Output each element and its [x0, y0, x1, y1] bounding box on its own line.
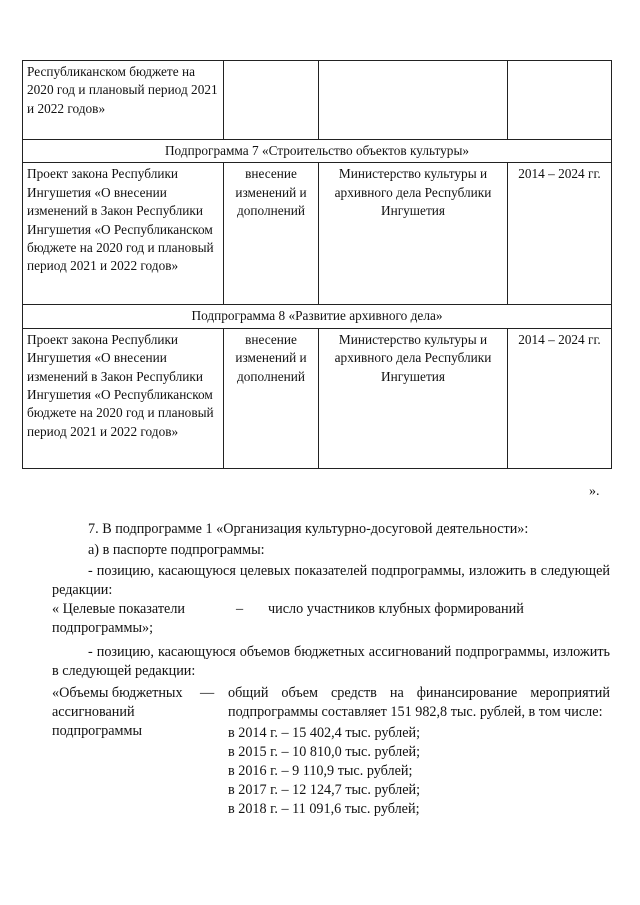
section-heading-8: Подпрограмма 8 «Развитие архивного дела» [23, 305, 612, 328]
cell-name: Проект закона Республики Ингушетия «О внесении изменений в Закон Республики Ингушетия «О Республиканском бюджете на 2020 год и плановый период 2021 и 2022 годов» [23, 328, 224, 468]
section-heading-7: Подпрограмма 7 «Строительство объектов культуры» [23, 140, 612, 163]
cell-executor: Министерство культуры и архивного дела Республики Ингушетия [319, 163, 508, 305]
table-row [23, 61, 612, 140]
item-7-heading: 7. В подпрограмме 1 «Организация культурно-досуговой деятельности»: [88, 521, 529, 537]
targets-label-2: подпрограммы»; [52, 620, 154, 636]
position-targets-paragraph: - позицию, касающуюся целевых показателей подпрограммы, изложить в следующей редакции: [52, 563, 610, 598]
targets-value: число участников клубных формирований [268, 601, 524, 617]
cell-measure: внесение изменений и дополнений [224, 163, 319, 305]
budget-year-line: в 2014 г. – 15 402,4 тыс. рублей; [228, 725, 421, 741]
budget-year-line: в 2018 г. – 11 091,6 тыс. рублей; [228, 801, 420, 817]
position-budget-paragraph: - позицию, касающуюся объемов бюджетных ассигнований подпрограммы, изложить в следующей редакции: [52, 644, 610, 679]
targets-dash: – [236, 601, 244, 617]
cell-executor: Министерство культуры и архивного дела Республики Ингушетия [319, 328, 508, 468]
budget-dash: — [200, 685, 215, 701]
cell-measure [224, 61, 319, 140]
table-section-row [23, 305, 612, 328]
cell-name: Проект закона Республики Ингушетия «О внесении изменений в Закон Республики Ингушетия «О Республиканском бюджете на 2020 год и плановый период 2021 и 2022 годов» [23, 163, 224, 305]
table-row [23, 328, 612, 468]
budget-label-3: подпрограммы [52, 723, 142, 739]
budget-year-line: в 2016 г. – 9 110,9 тыс. рублей; [228, 763, 413, 779]
cell-executor [319, 61, 508, 140]
targets-label-1: « Целевые показатели [52, 601, 186, 617]
measures-table [22, 60, 612, 469]
cell-name: Республиканском бюджете на 2020 год и плановый период 2021 и 2022 годов» [23, 61, 224, 140]
subitem-a: а) в паспорте подпрограммы: [88, 542, 265, 558]
budget-year-line: в 2015 г. – 10 810,0 тыс. рублей; [228, 744, 421, 760]
budget-total-text: общий объем средств на финансирование мероприятий подпрограммы составляет 151 982,8 тыс. рублей, в том числе: [228, 685, 610, 720]
table-row [23, 163, 612, 305]
cell-term: 2014 – 2024 гг. [508, 328, 612, 468]
budget-label-1: «Объемы бюджетных [52, 685, 183, 701]
table-section-row [23, 140, 612, 163]
cell-term: 2014 – 2024 гг. [508, 163, 612, 305]
cell-term [508, 61, 612, 140]
cell-measure: внесение изменений и дополнений [224, 328, 319, 468]
table-closing-quote: ». [589, 484, 600, 499]
budget-year-line: в 2017 г. – 12 124,7 тыс. рублей; [228, 782, 421, 798]
budget-value [228, 684, 610, 819]
budget-years-list [228, 724, 610, 819]
budget-label-2: ассигнований [52, 704, 135, 720]
